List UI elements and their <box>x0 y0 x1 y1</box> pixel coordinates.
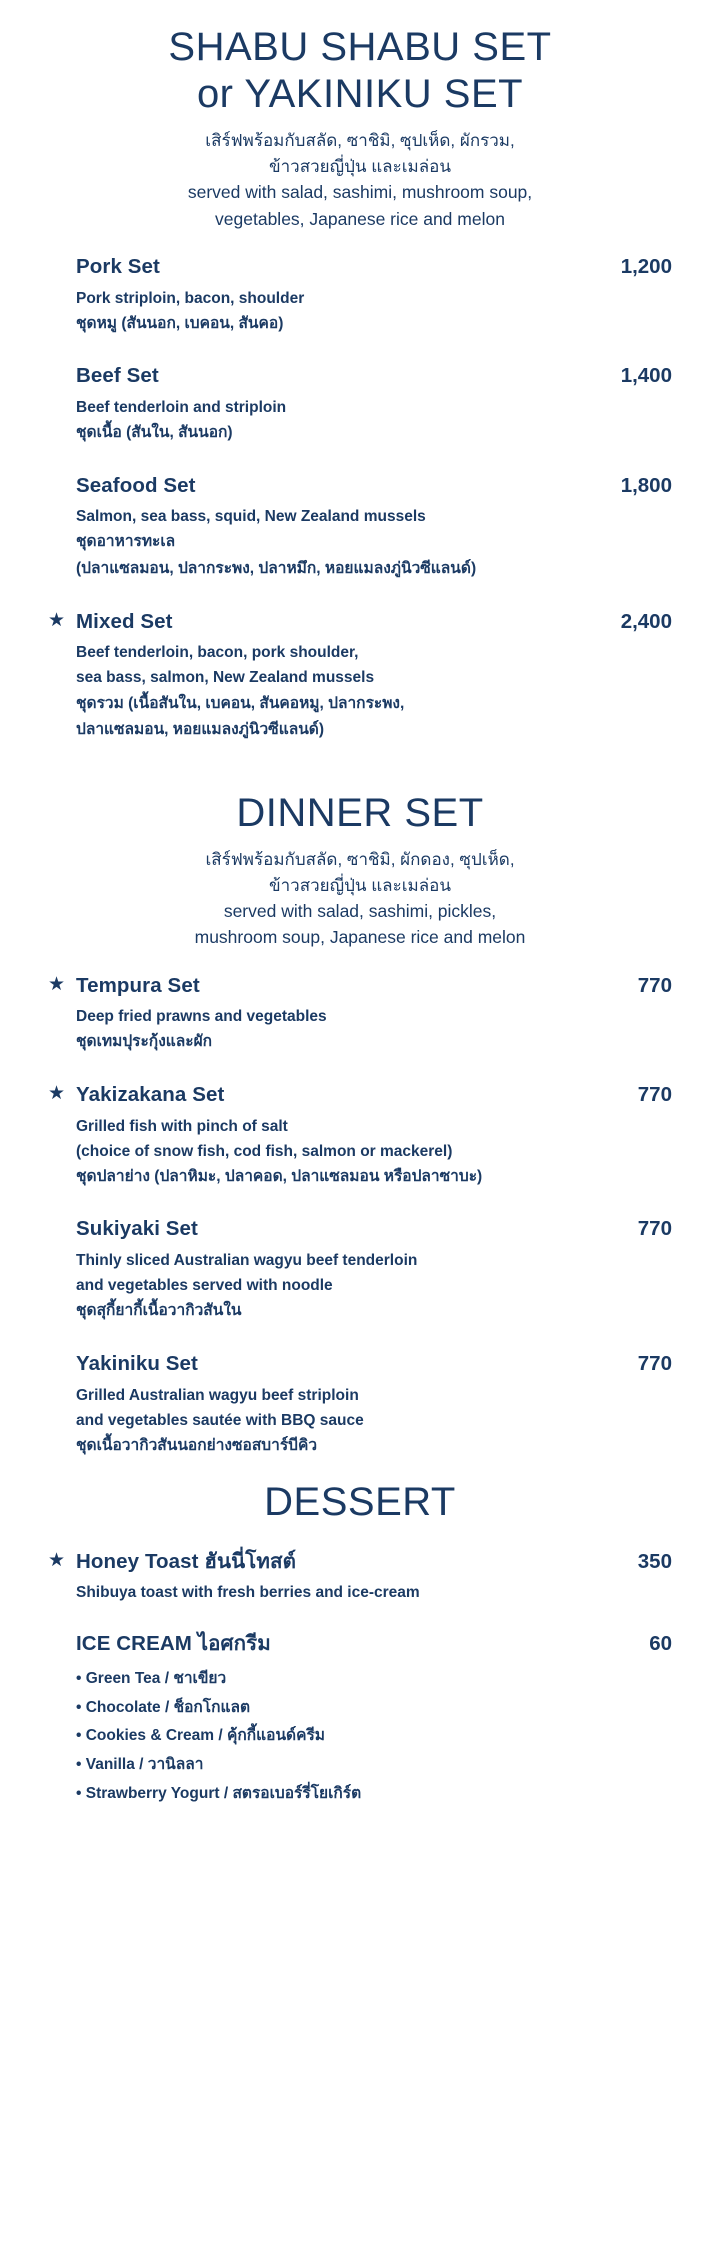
section-subtitle-thai-line: ข้าวสวยญี่ปุ่น และเมล่อน <box>269 875 451 895</box>
section-title-dessert <box>48 1479 672 1526</box>
flavor-item: • Chocolate / ช็อกโกแลต <box>76 1698 251 1716</box>
menu-item-price: 770 <box>637 973 672 997</box>
menu-item-name: Yakizakana Set <box>76 1082 225 1106</box>
section-subtitle-shabu-shabu <box>48 128 672 232</box>
menu-item-header <box>76 1216 672 1242</box>
menu-item-name: Pork Set <box>76 254 160 278</box>
description-line-thai: ชุดสุกี้ยากี้เนื้อวากิวสันใน <box>76 1302 242 1320</box>
section-title-shabu-shabu <box>48 24 672 118</box>
menu-item-header <box>76 1082 672 1108</box>
description-line: Shibuya toast with fresh berries and ice-cream <box>76 1584 420 1602</box>
menu-item[interactable] <box>48 1631 672 1808</box>
description-line: Salmon, sea bass, squid, New Zealand mussels <box>76 508 426 526</box>
menu-item-price: 770 <box>637 1082 672 1106</box>
description-line: Thinly sliced Australian wagyu beef tenderloin <box>76 1252 418 1270</box>
section-title-line: SHABU SHABU SET <box>168 25 552 69</box>
menu-section-shabu-shabu <box>48 24 672 744</box>
section-subtitle-eng-line: served with salad, sashimi, pickles, <box>223 901 497 922</box>
menu-item-price: 770 <box>637 1217 672 1241</box>
menu-item-price: 60 <box>649 1632 672 1656</box>
menu-item[interactable] <box>48 1082 672 1191</box>
description-line: Pork striploin, bacon, shoulder <box>76 289 305 307</box>
description-line: Deep fried prawns and vegetables <box>76 1008 327 1026</box>
menu-item[interactable] <box>48 609 672 744</box>
description-line: Grilled Australian wagyu beef striploin <box>76 1386 359 1404</box>
menu-item-description <box>76 395 672 447</box>
description-line: and vegetables sautée with BBQ sauce <box>76 1411 364 1429</box>
description-line-thai: ปลาแซลมอน, หอยแมลงภู่นิวซีแลนด์) <box>76 721 325 739</box>
section-title-line: DESSERT <box>264 1480 456 1525</box>
menu-item-name: Seafood Set <box>76 473 196 497</box>
section-subtitle-eng-line: vegetables, Japanese rice and melon <box>215 208 505 229</box>
menu-item-list-dessert <box>48 1549 672 1809</box>
description-line-thai: ชุดอาหารทะเล <box>76 533 176 551</box>
menu-item-price: 1,800 <box>620 473 672 497</box>
section-subtitle-thai-line: เสิร์ฟพร้อมกับสลัด, ซาชิมิ, ซุปเห็ด, ผักรวม, <box>205 131 515 151</box>
menu-item-description <box>76 1114 672 1191</box>
description-line: Beef tenderloin, bacon, pork shoulder, <box>76 644 359 662</box>
menu-item-name: Sukiyaki Set <box>76 1217 198 1241</box>
menu-item-price: 770 <box>637 1351 672 1375</box>
description-line: Beef tenderloin and striploin <box>76 398 287 416</box>
menu-item-header <box>76 1351 672 1377</box>
star-icon: ★ <box>48 973 66 995</box>
menu-item-header <box>76 363 672 389</box>
description-line: Grilled fish with pinch of salt <box>76 1117 288 1135</box>
description-line-thai: ชุดรวม (เนื้อสันใน, เบคอน, สันคอหมู, ปลากระพง, <box>76 694 405 712</box>
menu-item-price: 1,200 <box>620 254 672 278</box>
description-line-thai: ชุดเนื้อวากิวสันนอกย่างซอสบาร์บีคิว <box>76 1436 318 1454</box>
section-subtitle-thai-line: ข้าวสวยญี่ปุ่น และเมล่อน <box>269 156 451 176</box>
description-line: (choice of snow fish, cod fish, salmon or mackerel) <box>76 1142 453 1160</box>
description-line-thai: (ปลาแซลมอน, ปลากระพง, ปลาหมึก, หอยแมลงภู่นิวซีแลนด์) <box>76 560 477 578</box>
menu-item-description <box>76 1004 672 1056</box>
menu-item-name: Mixed Set <box>76 609 173 633</box>
section-title-line: DINNER SET <box>236 790 484 835</box>
section-subtitle-eng-line: mushroom soup, Japanese rice and melon <box>194 927 526 948</box>
menu-item[interactable] <box>48 473 672 583</box>
menu-item-price: 350 <box>637 1549 672 1573</box>
menu-section-dinner <box>48 790 672 1460</box>
section-title-dinner <box>48 790 672 837</box>
menu-item-list-dinner <box>48 973 672 1460</box>
menu-item-header <box>76 1631 672 1657</box>
menu-item[interactable] <box>48 1549 672 1606</box>
description-line-thai: ชุดปลาย่าง (ปลาหิมะ, ปลาคอด, ปลาแซลมอน หรือปลาซาบะ) <box>76 1167 483 1185</box>
menu-item-name: Tempura Set <box>76 973 200 997</box>
menu-item-name: Honey Toast ฮันนี่โทสต์ <box>76 1549 296 1573</box>
menu-item-description <box>76 640 672 744</box>
menu-item[interactable] <box>48 363 672 446</box>
description-line-thai: ชุดหมู (สันนอก, เบคอน, สันคอ) <box>76 314 284 332</box>
section-spacer <box>48 764 672 790</box>
menu-item-name: ICE CREAM ไอศกรีม <box>76 1632 271 1656</box>
menu-item-list-shabu-shabu <box>48 254 672 744</box>
description-line-thai: ชุดเทมปุระกุ้งและผัก <box>76 1033 213 1051</box>
bottom-spacer <box>48 1828 672 1846</box>
description-line-thai: ชุดเนื้อ (สันใน, สันนอก) <box>76 424 233 441</box>
menu-item-description <box>76 504 672 582</box>
star-icon: ★ <box>48 1549 66 1571</box>
flavor-item: • Green Tea / ชาเขียว <box>76 1669 227 1687</box>
menu-item[interactable] <box>48 254 672 337</box>
section-subtitle-eng-line: served with salad, sashimi, mushroom soup, <box>187 182 533 203</box>
menu-item[interactable] <box>48 1216 672 1325</box>
menu-section-dessert <box>48 1479 672 1808</box>
menu-item-description <box>76 1383 672 1460</box>
menu-item[interactable] <box>48 973 672 1056</box>
menu-item[interactable] <box>48 1351 672 1460</box>
flavor-item: • Strawberry Yogurt / สตรอเบอร์รี่โยเกิร์ต <box>76 1784 362 1802</box>
menu-item-price: 2,400 <box>620 609 672 633</box>
menu-item-price: 1,400 <box>620 364 672 388</box>
menu-item-name: Yakiniku Set <box>76 1351 198 1375</box>
description-line: sea bass, salmon, New Zealand mussels <box>76 669 375 687</box>
menu-item-description <box>76 1248 672 1325</box>
star-icon: ★ <box>48 1082 66 1104</box>
menu-item-description <box>76 1580 672 1605</box>
menu-item-name: Beef Set <box>76 364 159 388</box>
star-icon: ★ <box>48 609 66 631</box>
ice-cream-flavor-list <box>76 1665 672 1808</box>
menu-item-header <box>76 254 672 280</box>
menu-item-header <box>76 609 672 635</box>
menu-item-header <box>76 473 672 499</box>
menu-item-header <box>76 1549 672 1575</box>
flavor-item: • Cookies & Cream / คุ้กกี้แอนด์ครีม <box>76 1727 326 1745</box>
menu-item-header <box>76 973 672 999</box>
section-subtitle-thai-line: เสิร์ฟพร้อมกับสลัด, ซาชิมิ, ผักดอง, ซุปเห็ด, <box>205 850 515 870</box>
menu-item-description <box>76 286 672 338</box>
flavor-item: • Vanilla / วานิลลา <box>76 1756 204 1773</box>
section-subtitle-dinner <box>48 847 672 951</box>
section-title-line: or YAKINIKU SET <box>196 72 524 117</box>
description-line: and vegetables served with noodle <box>76 1277 333 1295</box>
